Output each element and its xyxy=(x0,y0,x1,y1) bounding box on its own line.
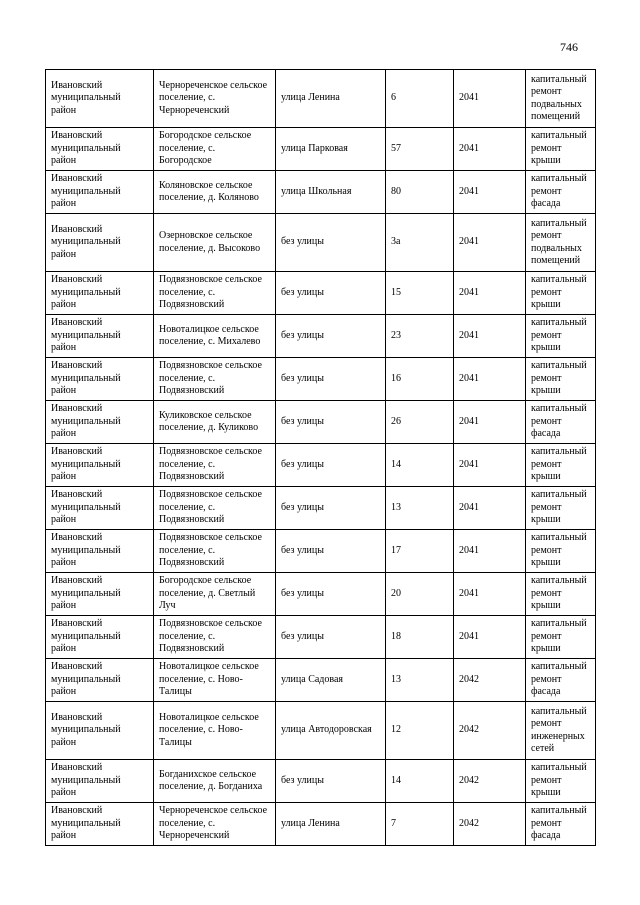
year-cell: 2041 xyxy=(454,530,526,573)
year-cell: 2041 xyxy=(454,128,526,171)
settlement-cell: Новоталицкое сельское поселение, с. Михалево xyxy=(154,315,276,358)
year-cell: 2042 xyxy=(454,803,526,846)
street-cell: без улицы xyxy=(276,214,386,272)
work-type-cell: капитальный ремонт крыши xyxy=(526,272,596,315)
street-cell: без улицы xyxy=(276,760,386,803)
settlement-cell: Чернореченское сельское поселение, с. Чернореченский xyxy=(154,70,276,128)
settlement-cell: Куликовское сельское поселение, д. Куликово xyxy=(154,401,276,444)
table-row xyxy=(46,760,596,803)
street-cell: без улицы xyxy=(276,530,386,573)
year-cell: 2041 xyxy=(454,272,526,315)
table-row xyxy=(46,401,596,444)
district-cell: Ивановский муниципальный район xyxy=(46,487,154,530)
work-type-cell: капитальный ремонт инженерных сетей xyxy=(526,702,596,760)
settlement-cell: Богданихское сельское поселение, д. Богданиха xyxy=(154,760,276,803)
settlement-cell: Подвязновское сельское поселение, с. Подвязновский xyxy=(154,272,276,315)
district-cell: Ивановский муниципальный район xyxy=(46,171,154,214)
district-cell: Ивановский муниципальный район xyxy=(46,444,154,487)
year-cell: 2041 xyxy=(454,171,526,214)
street-cell: без улицы xyxy=(276,616,386,659)
page-number: 746 xyxy=(560,40,578,54)
street-cell: улица Автодоровская xyxy=(276,702,386,760)
settlement-cell: Подвязновское сельское поселение, с. Подвязновский xyxy=(154,487,276,530)
house-number-cell: 7 xyxy=(386,803,454,846)
year-cell: 2041 xyxy=(454,214,526,272)
settlement-cell: Подвязновское сельское поселение, с. Подвязновский xyxy=(154,530,276,573)
house-number-cell: 12 xyxy=(386,702,454,760)
year-cell: 2042 xyxy=(454,702,526,760)
work-type-cell: капитальный ремонт фасада xyxy=(526,803,596,846)
house-number-cell: 13 xyxy=(386,487,454,530)
year-cell: 2041 xyxy=(454,315,526,358)
work-type-cell: капитальный ремонт крыши xyxy=(526,358,596,401)
street-cell: улица Ленина xyxy=(276,803,386,846)
table-row xyxy=(46,702,596,760)
district-cell: Ивановский муниципальный район xyxy=(46,272,154,315)
work-type-cell: капитальный ремонт крыши xyxy=(526,573,596,616)
house-number-cell: 20 xyxy=(386,573,454,616)
settlement-cell: Богородское сельское поселение, д. Светлый Луч xyxy=(154,573,276,616)
year-cell: 2041 xyxy=(454,401,526,444)
street-cell: без улицы xyxy=(276,272,386,315)
work-type-cell: капитальный ремонт крыши xyxy=(526,444,596,487)
district-cell: Ивановский муниципальный район xyxy=(46,358,154,401)
settlement-cell: Озерновское сельское поселение, д. Высоково xyxy=(154,214,276,272)
district-cell: Ивановский муниципальный район xyxy=(46,315,154,358)
house-number-cell: 14 xyxy=(386,444,454,487)
district-cell: Ивановский муниципальный район xyxy=(46,214,154,272)
table-row xyxy=(46,70,596,128)
settlement-cell: Подвязновское сельское поселение, с. Подвязновский xyxy=(154,444,276,487)
table-row xyxy=(46,487,596,530)
work-type-cell: капитальный ремонт крыши xyxy=(526,487,596,530)
street-cell: улица Парковая xyxy=(276,128,386,171)
year-cell: 2042 xyxy=(454,760,526,803)
settlement-cell: Чернореченское сельское поселение, с. Чернореченский xyxy=(154,803,276,846)
table-row xyxy=(46,573,596,616)
table-body xyxy=(46,70,596,846)
year-cell: 2041 xyxy=(454,573,526,616)
table-row xyxy=(46,616,596,659)
year-cell: 2041 xyxy=(454,487,526,530)
work-type-cell: капитальный ремонт фасада xyxy=(526,171,596,214)
house-number-cell: 17 xyxy=(386,530,454,573)
street-cell: без улицы xyxy=(276,444,386,487)
settlement-cell: Новоталицкое сельское поселение, с. Ново-Талицы xyxy=(154,659,276,702)
district-cell: Ивановский муниципальный район xyxy=(46,760,154,803)
house-number-cell: 15 xyxy=(386,272,454,315)
house-number-cell: 16 xyxy=(386,358,454,401)
house-number-cell: 14 xyxy=(386,760,454,803)
district-cell: Ивановский муниципальный район xyxy=(46,128,154,171)
district-cell: Ивановский муниципальный район xyxy=(46,659,154,702)
district-cell: Ивановский муниципальный район xyxy=(46,70,154,128)
district-cell: Ивановский муниципальный район xyxy=(46,573,154,616)
street-cell: без улицы xyxy=(276,315,386,358)
work-type-cell: капитальный ремонт подвальных помещений xyxy=(526,70,596,128)
house-number-cell: 18 xyxy=(386,616,454,659)
table-row xyxy=(46,171,596,214)
settlement-cell: Богородское сельское поселение, с. Богородское xyxy=(154,128,276,171)
year-cell: 2041 xyxy=(454,616,526,659)
table-row xyxy=(46,444,596,487)
settlement-cell: Подвязновское сельское поселение, с. Подвязновский xyxy=(154,616,276,659)
table-row xyxy=(46,659,596,702)
year-cell: 2041 xyxy=(454,444,526,487)
settlement-cell: Коляновское сельское поселение, д. Коляново xyxy=(154,171,276,214)
district-cell: Ивановский муниципальный район xyxy=(46,401,154,444)
work-type-cell: капитальный ремонт крыши xyxy=(526,616,596,659)
table-row xyxy=(46,530,596,573)
work-type-cell: капитальный ремонт фасада xyxy=(526,659,596,702)
work-type-cell: капитальный ремонт крыши xyxy=(526,315,596,358)
house-number-cell: 13 xyxy=(386,659,454,702)
house-number-cell: 23 xyxy=(386,315,454,358)
house-number-cell: 80 xyxy=(386,171,454,214)
table-row xyxy=(46,272,596,315)
district-cell: Ивановский муниципальный район xyxy=(46,803,154,846)
street-cell: без улицы xyxy=(276,487,386,530)
house-number-cell: 3а xyxy=(386,214,454,272)
street-cell: без улицы xyxy=(276,358,386,401)
district-cell: Ивановский муниципальный район xyxy=(46,530,154,573)
housing-repair-table xyxy=(45,69,596,846)
year-cell: 2042 xyxy=(454,659,526,702)
street-cell: улица Ленина xyxy=(276,70,386,128)
work-type-cell: капитальный ремонт крыши xyxy=(526,530,596,573)
settlement-cell: Новоталицкое сельское поселение, с. Ново-Талицы xyxy=(154,702,276,760)
street-cell: без улицы xyxy=(276,573,386,616)
street-cell: улица Садовая xyxy=(276,659,386,702)
work-type-cell: капитальный ремонт крыши xyxy=(526,760,596,803)
work-type-cell: капитальный ремонт фасада xyxy=(526,401,596,444)
table-row xyxy=(46,214,596,272)
district-cell: Ивановский муниципальный район xyxy=(46,616,154,659)
work-type-cell: капитальный ремонт подвальных помещений xyxy=(526,214,596,272)
table-row xyxy=(46,315,596,358)
house-number-cell: 57 xyxy=(386,128,454,171)
house-number-cell: 6 xyxy=(386,70,454,128)
table-row xyxy=(46,128,596,171)
house-number-cell: 26 xyxy=(386,401,454,444)
year-cell: 2041 xyxy=(454,70,526,128)
table-row xyxy=(46,803,596,846)
settlement-cell: Подвязновское сельское поселение, с. Подвязновский xyxy=(154,358,276,401)
work-type-cell: капитальный ремонт крыши xyxy=(526,128,596,171)
street-cell: улица Школьная xyxy=(276,171,386,214)
year-cell: 2041 xyxy=(454,358,526,401)
district-cell: Ивановский муниципальный район xyxy=(46,702,154,760)
table-row xyxy=(46,358,596,401)
street-cell: без улицы xyxy=(276,401,386,444)
